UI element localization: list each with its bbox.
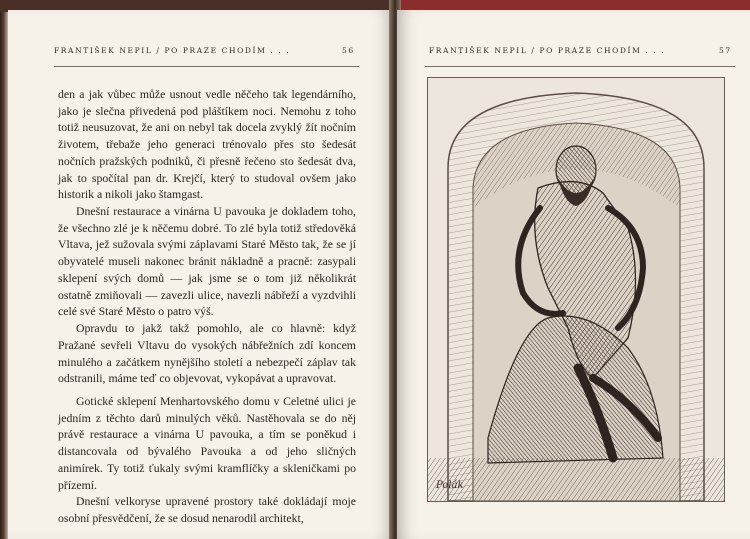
left-page-number: 56 — [342, 46, 355, 55]
artist-signature: Polák — [436, 480, 464, 491]
statue-illustration — [427, 77, 725, 502]
paragraph: Dnešní restaurace a vinárna U pavouka je dokladem toho, že všechno zlé je k něčemu dobré. To zlé byla totiž středověká Vltava, jež sužovala svými záplavami Staré Město tak, že se jí obyvatelé museli nakonec bránit nákladně a pracně: zasypali sklepení svých domů — jak jsme se o tom již několikrát ostatně zmiňovali — zavezli ulice, navezli nábřeží a vyzdvihli celé své Staré Město o patro výš. — [58, 204, 356, 319]
left-page — [8, 10, 393, 539]
right-header-text: FRANTIŠEK NEPIL / PO PRAZE CHODÍM . . . — [429, 46, 666, 55]
right-page-number: 57 — [719, 46, 732, 55]
statue-engraving-icon — [428, 78, 724, 501]
left-running-header — [54, 46, 290, 55]
right-header-rule — [425, 66, 735, 67]
paragraph: Opravdu to jakž takž pomohlo, ale co hlavně: když Pražané sevřeli Vltavu do vysokých nábřežních zdí koncem minulého a začátkem nynějšího století a nebezpečí záplav tak odstranili, máme teď co objevovat, vykopávat a upravovat. — [58, 321, 356, 386]
paragraph: Dnešní velkoryse upravené prostory také dokládají moje osobní přesvědčení, že se dosud nenarodil architekt, — [58, 494, 356, 525]
left-header-rule — [54, 66, 359, 67]
right-running-header — [429, 46, 665, 55]
paragraph: den a jak vůbec může usnout vedle něčeho tak legendárního, jako je slečna přivedená pod pláštíkem noci. Nemohu z toho totiž neusuzovat, že ani on nebyl tak docela zvyklý žít nočním životem, třebaže jeho generaci trénovalo přes sto šedesát nočních pražských podniků, či přesně řečeno sto šedesát dva, jak to spočítal pan dr. Krejčí, který to studoval ovšem jako historik a nikoli jako štamgast. — [58, 87, 356, 202]
left-body-text — [58, 86, 356, 527]
right-page — [397, 10, 750, 539]
left-header-text: FRANTIŠEK NEPIL / PO PRAZE CHODÍM . . . — [54, 46, 291, 55]
paragraph: Gotické sklepení Menhartovského domu v Celetné ulici je jedním z těchto darů minulých věků. Nastěhovala se do něj právě restaurace a vinárna U pavouka, a tím se poněkud i distancovala od bývalého Pavouka a od jeho sličných animírek. Ty totiž ťukaly svými kramflíčky a skleničkami po přízemí. — [58, 393, 356, 492]
